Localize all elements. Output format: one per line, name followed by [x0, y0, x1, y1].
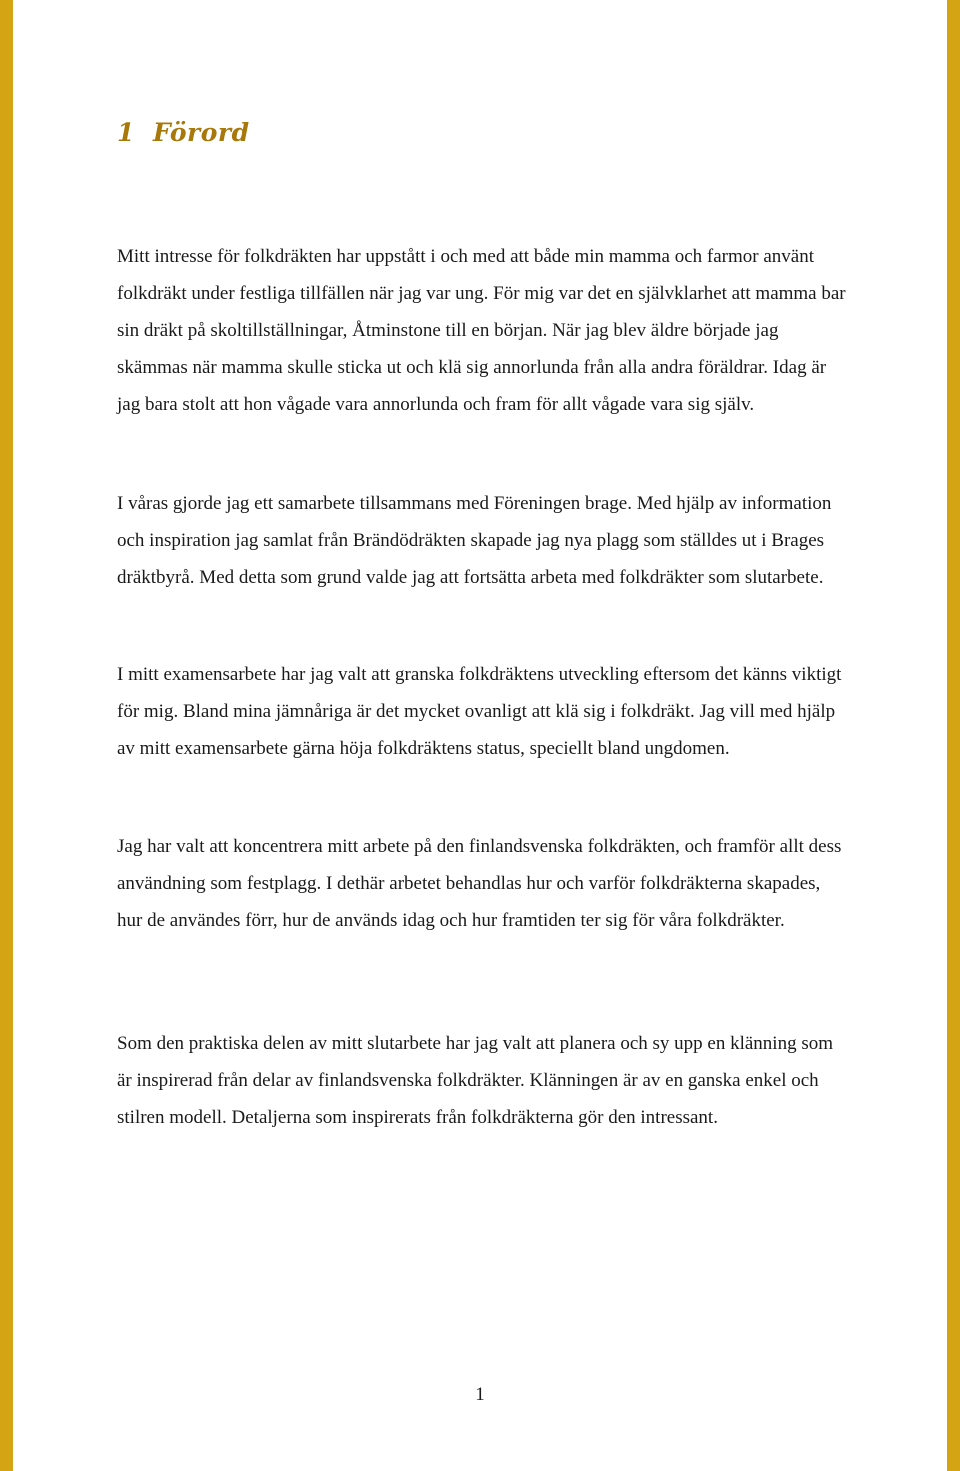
page-border-left — [0, 0, 13, 1471]
section-heading — [117, 118, 250, 147]
paragraph-5: Som den praktiska delen av mitt slutarbete har jag valt att planera och sy upp en klänning som är inspirerad från delar av finlandsvenska folkdräkter. Klänningen är av en ganska enkel och stilren modell. Detaljerna som inspirerats från folkdräkterna gör den intressant. — [117, 1033, 834, 1128]
paragraph-4: Jag har valt att koncentrera mitt arbete på den finlandsvenska folkdräkten, och framför allt dess användning som festplagg. I dethär arbetet behandlas hur och varför folkdräkterna skapades, hur de användes förr, hur de används idag och hur framtiden ter sig för våra folkdräkter. — [117, 836, 842, 931]
page-number: 1 — [475, 1384, 485, 1405]
paragraph-2: I våras gjorde jag ett samarbete tillsammans med Föreningen brage. Med hjälp av information och inspiration jag samlat från Brändödräkten skapade jag nya plagg som ställdes ut i Brages dräktbyrå. Med detta som grund valde jag att fortsätta arbeta med folkdräkter som slutarbete. — [117, 493, 832, 588]
page-border-right — [947, 0, 960, 1471]
section-title: Förord — [153, 118, 250, 147]
paragraph-3: I mitt examensarbete har jag valt att granska folkdräktens utveckling eftersom det känns viktigt för mig. Bland mina jämnåriga är det mycket ovanligt att klä sig i folkdräkt. Jag vill med hjälp av mitt examensarbete gärna höja folkdräktens status, speciellt bland ungdomen. — [117, 664, 842, 759]
section-number: 1 — [117, 118, 135, 147]
paragraph-1: Mitt intresse för folkdräkten har uppstått i och med att både min mamma och farmor använt folkdräkt under festliga tillfällen när jag var ung. För mig var det en självklarhet att mamma bar sin dräkt på skoltillställningar, Åtminstone till en början. När jag blev äldre började jag skämmas när mamma skulle sticka ut och klä sig annorlunda från alla andra föräldrar. Idag är jag bara stolt att hon vågade vara annorlunda och fram för allt vågade vara sig själv. — [117, 246, 846, 415]
